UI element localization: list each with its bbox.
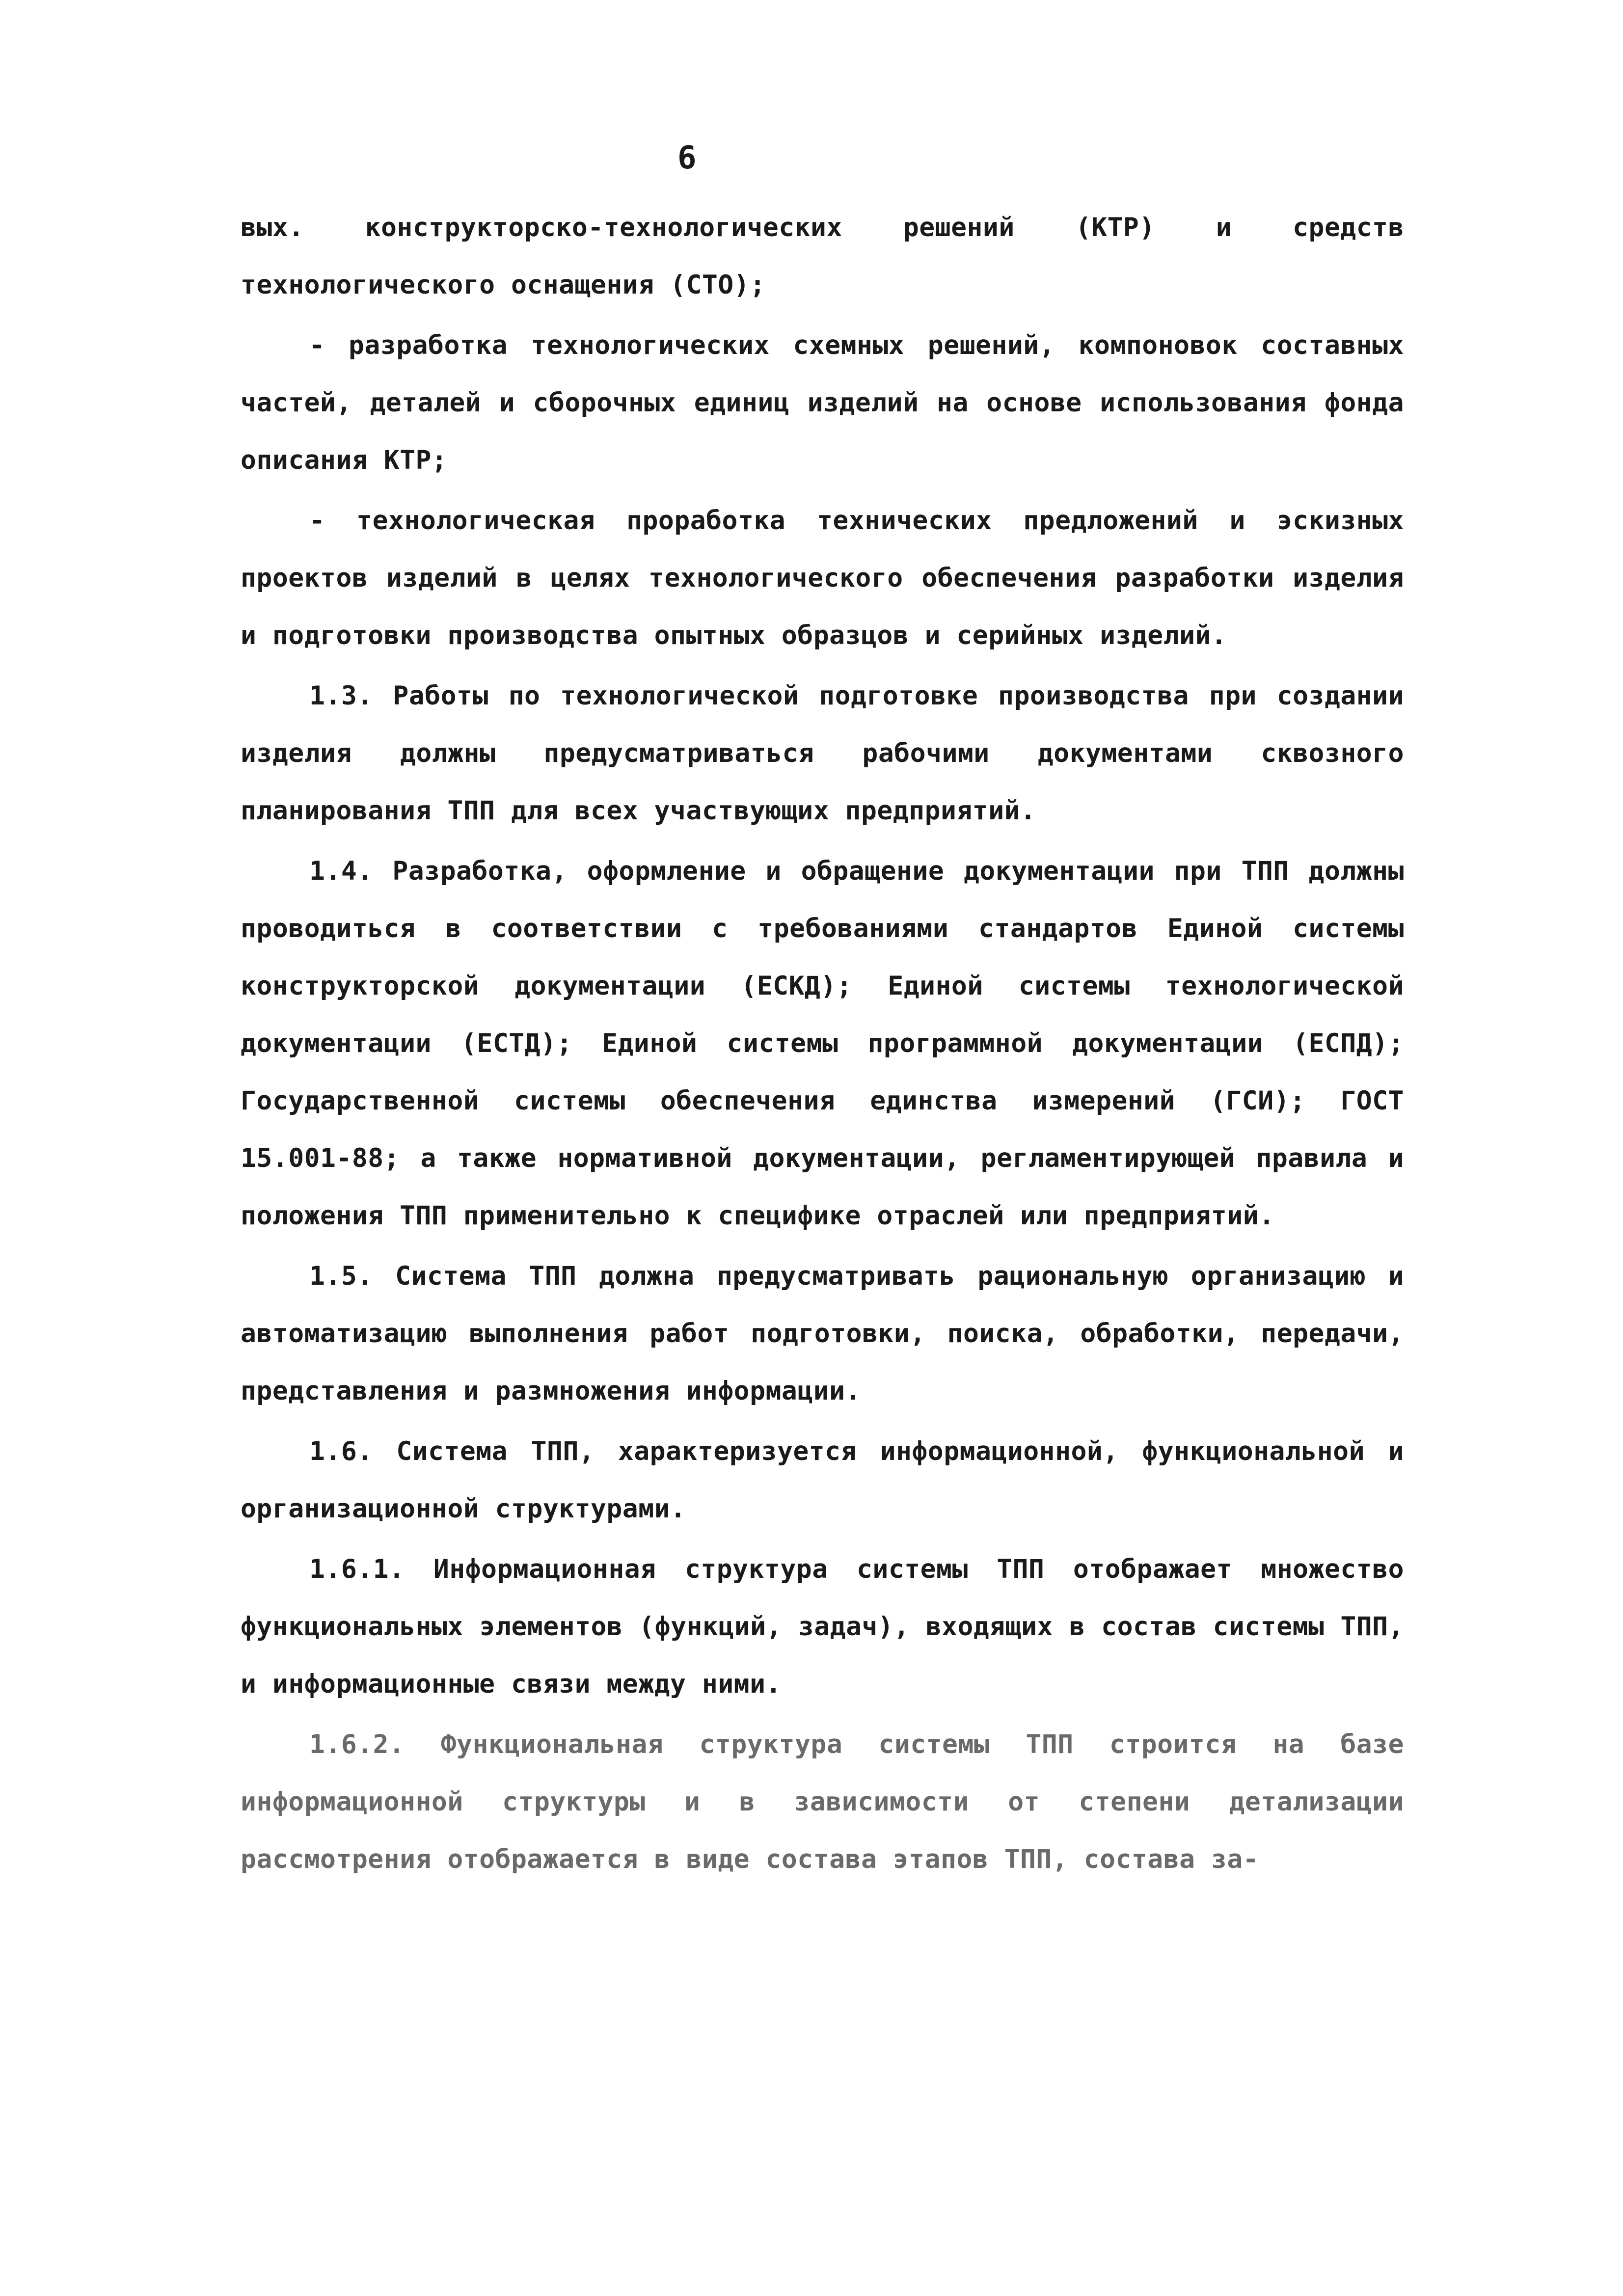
paragraph-1-6-1: 1.6.1. Информационная структура системы ТПП отображает множество функциональных элементов (функций, задач), входящих в состав системы ТПП, и информационные связи между ними. xyxy=(241,1554,1404,1699)
paragraph-1-4: 1.4. Разработка, оформление и обращение документации при ТПП должны проводиться в соответствии с требованиями стандартов Единой системы конструкторской документации (ЕСКД); Единой системы технологической документации (ЕСТД); Единой системы программной документации (ЕСПД); Государственной системы обеспечения единства измерений (ГСИ); ГОСТ 15.001-88; а также нормативной документации, регламентирующей правила и положения ТПП применительно к специфике отраслей или предприятий. xyxy=(241,856,1404,1231)
page-number: 6 xyxy=(677,140,697,176)
paragraph-1-3: 1.3. Работы по технологической подготовке производства при создании изделия должны предусматриваться рабочими документами сквозного планирования ТПП для всех участвующих предприятий. xyxy=(241,681,1404,826)
paragraph-1-6-2: 1.6.2. Функциональная структура системы ТПП строится на базе информационной структуры и в зависимости от степени детализации рассмотрения отображается в виде состава этапов ТПП, состава за- xyxy=(241,1729,1404,1874)
paragraph-list-item-schemes: - разработка технологических схемных решений, компоновок составных частей, деталей и сборочных единиц изделий на основе использования фонда описания КТР; xyxy=(241,330,1404,475)
paragraph-1-5: 1.5. Система ТПП должна предусматривать рациональную организацию и автоматизацию выполнения работ подготовки, поиска, обработки, передачи, представления и размножения информации. xyxy=(241,1261,1404,1406)
body-text xyxy=(241,199,1404,1888)
paragraph-continuation: вых. конструкторско-технологических решений (КТР) и средств технологического оснащения (СТО); xyxy=(241,213,1404,300)
paragraph-list-item-proposals: - технологическая проработка технических предложений и эскизных проектов изделий в целях технологического обеспечения разработки изделия и подготовки производства опытных образцов и серийных изделий. xyxy=(241,506,1404,650)
paragraph-1-6: 1.6. Система ТПП, характеризуется информационной, функциональной и организационной структурами. xyxy=(241,1436,1404,1524)
